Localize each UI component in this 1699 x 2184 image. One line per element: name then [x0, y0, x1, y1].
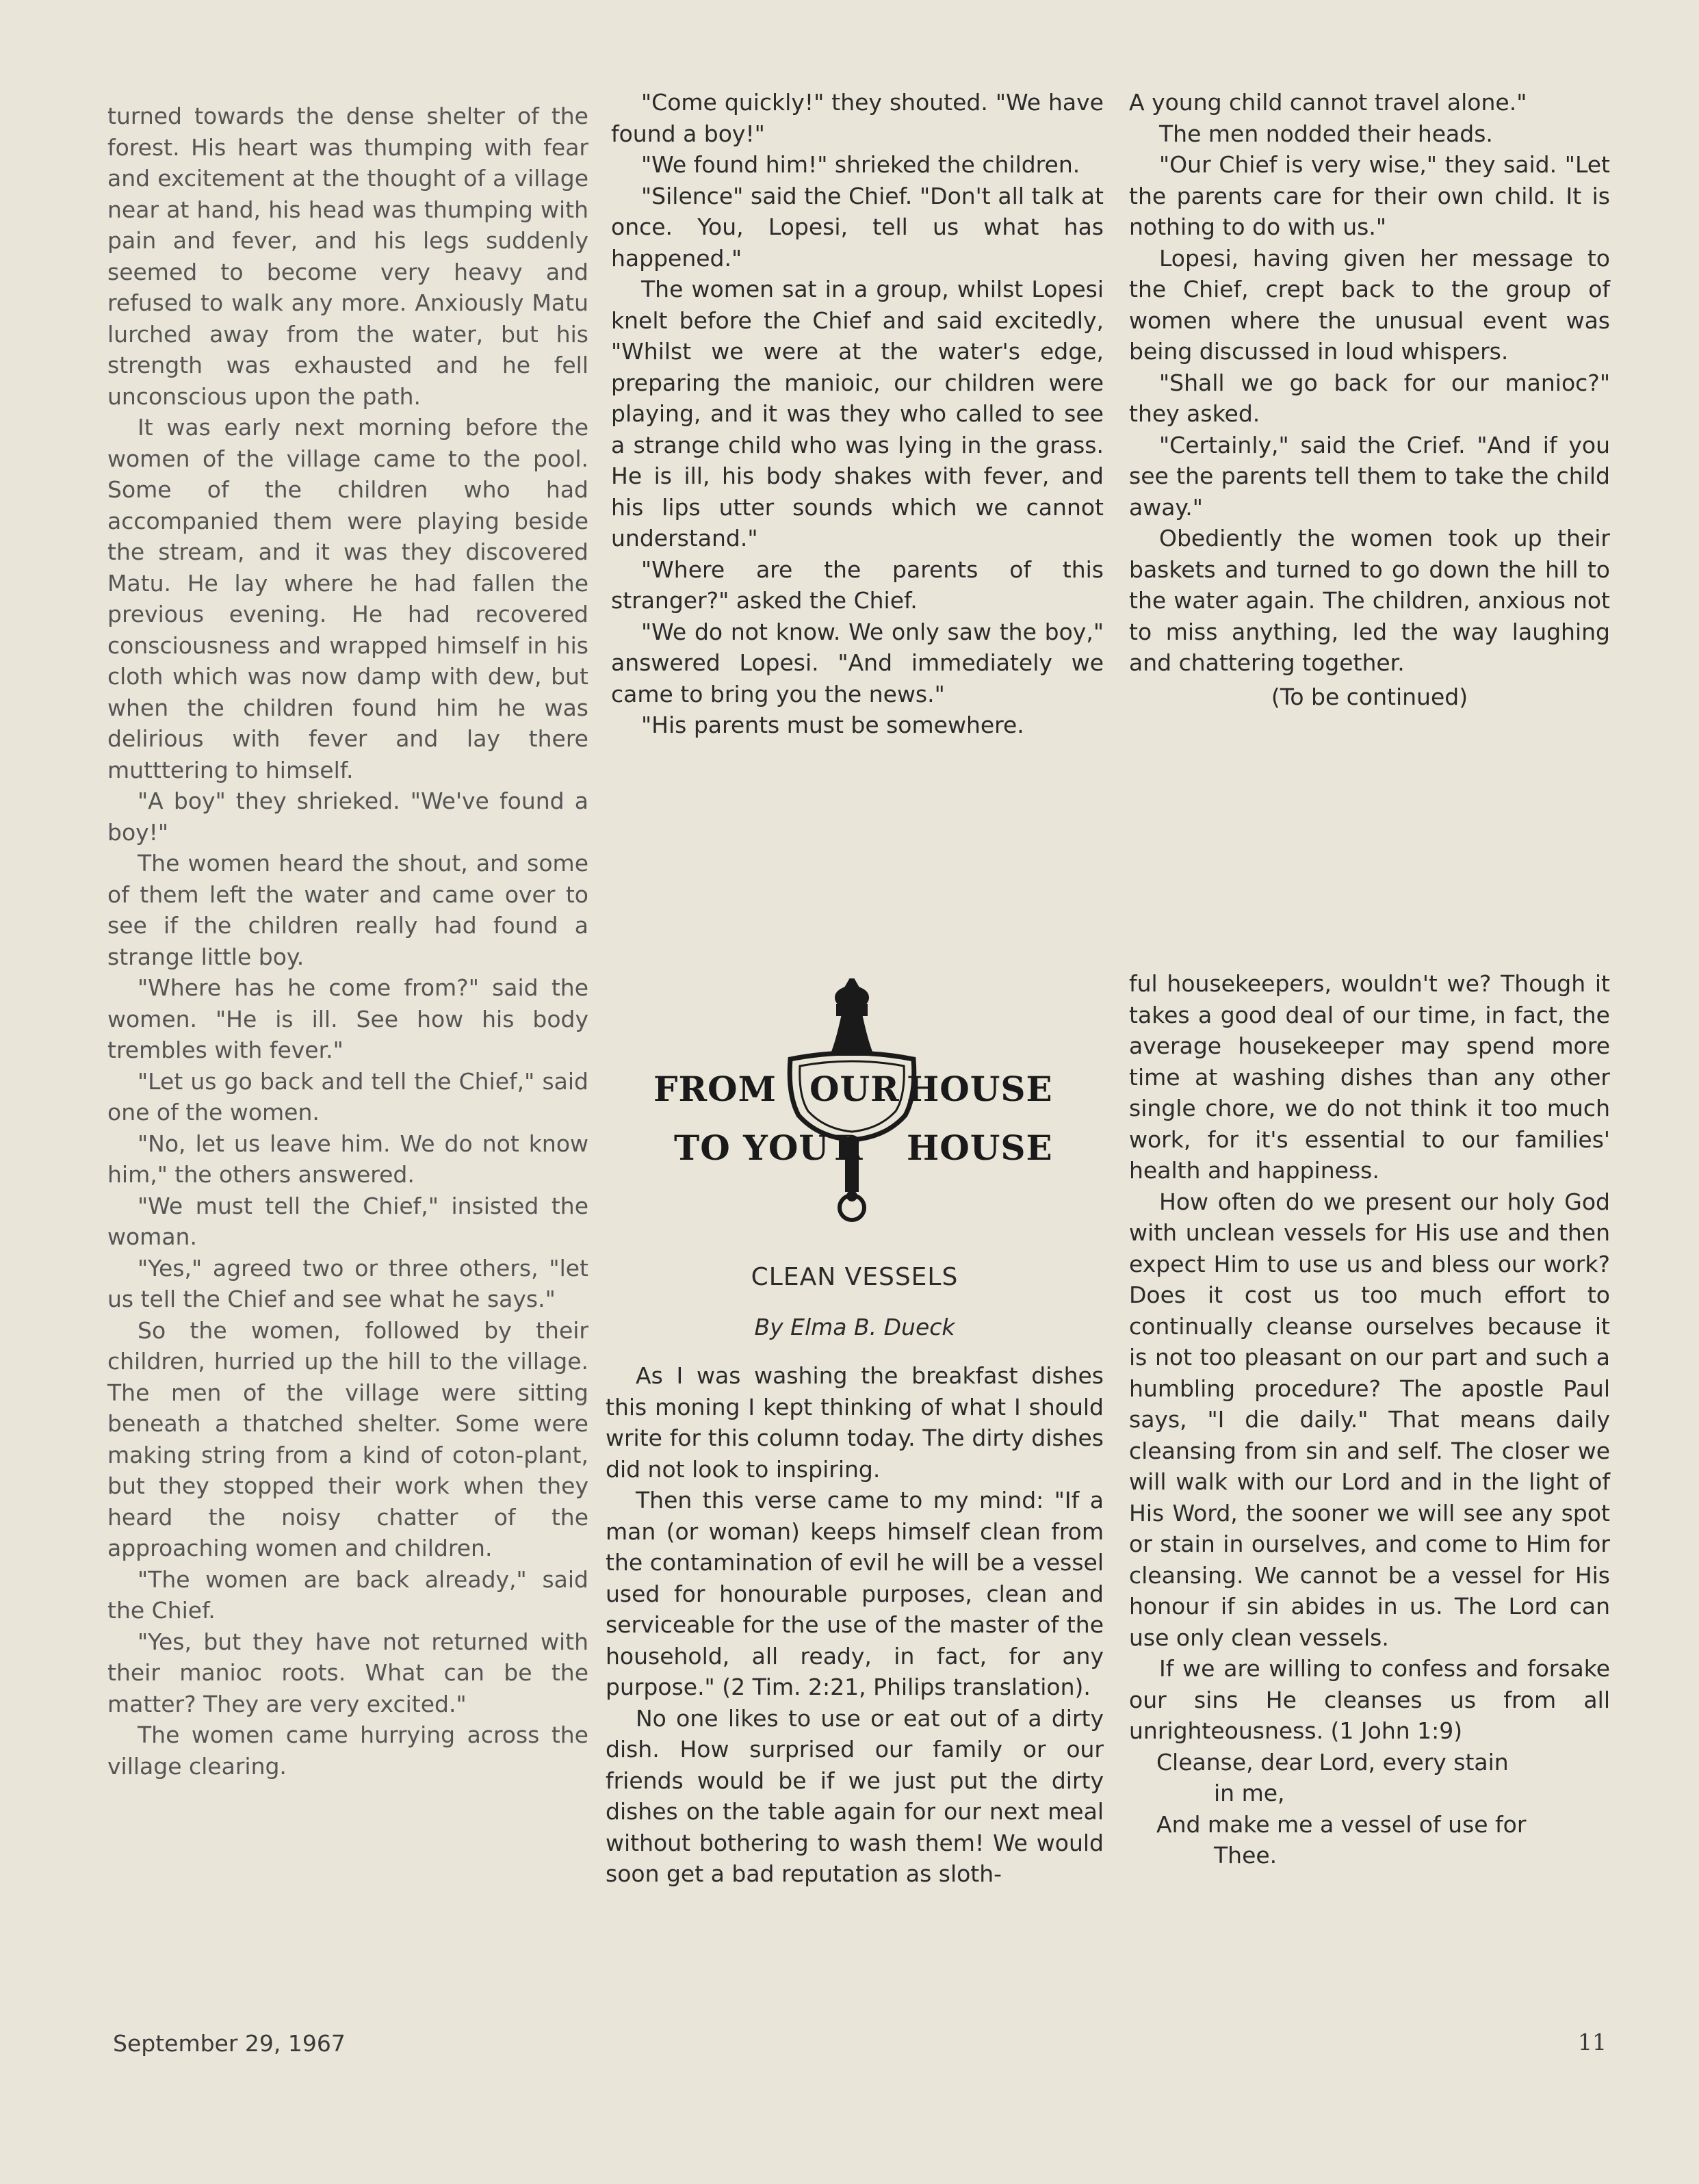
- verse-text: And make me a vessel of use for: [1156, 1810, 1527, 1838]
- story-column-1: [107, 101, 588, 1782]
- paragraph: "Where are the parents of this stranger?" asked the Chief.: [611, 556, 1104, 614]
- story-column-2: [611, 87, 1104, 741]
- article-title: CLEAN VESSELS: [751, 1263, 959, 1291]
- paragraph: So the women, followed by their children, hurried up the hill to the village. The men of the village were sitting beneath a thatched shelter. Some were making string from a kind of coton-plant, but they stopped their work when they heard the noisy chatter of the approaching women and children.: [107, 1316, 588, 1561]
- page-number: 11: [1578, 2029, 1607, 2055]
- paragraph: "We found him!" shrieked the children.: [641, 151, 1080, 178]
- paragraph: Lopesi, having given her message to the Chief, crept back to the group of women where the unusual event was being discussed in loud whispers.: [1129, 244, 1610, 365]
- paragraph: "Where has he come from?" said the women. "He is ill. See how his body trembles with fever.": [107, 974, 588, 1063]
- verse-text: in me,: [1214, 1780, 1285, 1806]
- paragraph: ful housekeepers, wouldn't we? Though it takes a good deal of our time, in fact, the average housekeeper may spend more time at washing dishes than any other single chore, we do not think it too much work, for it's essential to our families' health and happiness.: [1129, 970, 1610, 1184]
- paragraph: If we are willing to confess and forsake our sins He cleanses us from all unrighteousness. (1 John 1:9): [1129, 1655, 1610, 1744]
- logo-word: TO YOU: [674, 1128, 830, 1168]
- paragraph: "Silence" said the Chief. "Don't all talk at once. You, Lopesi, tell us what has happened.": [611, 182, 1104, 272]
- paragraph: "Come quickly!" they shouted. "We have found a boy!": [611, 89, 1104, 147]
- logo-word: OUR: [809, 1069, 900, 1109]
- paragraph: "No, let us leave him. We do not know him," the others answered.: [107, 1130, 588, 1188]
- verse-text: Cleanse, dear Lord, every stain: [1156, 1748, 1509, 1776]
- paragraph: The women sat in a group, whilst Lopesi knelt before the Chief and said excitedly, "Whilst we were at the water's edge, preparing the manioic, our children were playing, and it was they who called to see a strange child who was lying in the grass. He is ill, his body shakes with fever, and his lips utter sounds which we cannot understand.": [611, 276, 1104, 551]
- paragraph: The women heard the shout, and some of them left the water and came over to see if the children really had found a strange little boy.: [107, 850, 588, 970]
- paragraph: Obediently the women took up their baskets and turned to go down the hill to the water again. The children, anxious not to miss anything, led the way laughing and chattering together.: [1129, 525, 1610, 676]
- paragraph: "Our Chief is very wise," they said. "Let the parents care for their own child. It is nothing to do with us.": [1129, 151, 1610, 240]
- paragraph: "A boy" they shrieked. "We've found a boy!": [107, 788, 588, 846]
- paragraph: The women came hurrying across the village clearing.: [107, 1721, 588, 1780]
- paragraph: How often do we present our holy God with unclean vessels for His use and then expect Him to use us and bless our work? Does it cost us too much effort to continually cleanse ourselves because it is not too pleasant on our part and such a humbling procedure? The apostle Paul says, "I die daily." That means daily cleansing from sin and self. The closer we will walk with our Lord and in the light of His Word, the sooner we will see any spot or stain in ourselves, and come to Him for cleansing. We cannot be a vessel for His honour if sin abides in us. The Lord can use only clean vessels.: [1129, 1188, 1610, 1651]
- issue-date: September 29, 1967: [113, 2030, 346, 2057]
- paragraph: "Certainly," said the Crief. "And if you see the parents tell them to take the child away.": [1129, 431, 1610, 521]
- paragraph: "Yes, but they have not returned with their manioc roots. What can be the matter? They are very excited.": [107, 1628, 588, 1717]
- logo-word: HOUSE: [907, 1069, 1053, 1109]
- paragraph: It was early next morning before the women of the village came to the pool. Some of the children who had accompanied them were playing beside the stream, and it was they discovered Matu. He lay where he had fallen the previous evening. He had recovered consciousness and wrapped himself in his cloth which was now damp with dew, but when the children found him he was delirious with fever and lay there mutttering to himself.: [107, 414, 588, 783]
- story-column-3: [1129, 87, 1610, 712]
- logo-word: HOUSE: [907, 1128, 1053, 1168]
- to-be-continued: (To be continued): [1271, 683, 1468, 710]
- paragraph: "His parents must be somewhere.: [641, 712, 1024, 738]
- paragraph: "Let us go back and tell the Chief," said one of the women.: [107, 1067, 588, 1126]
- logo-word: FROM: [653, 1069, 777, 1109]
- verse-line: [1129, 1747, 1610, 1809]
- paragraph: The men nodded their heads.: [1159, 120, 1493, 147]
- paragraph: Then this verse came to my mind: "If a man (or woman) keeps himself clean from the contamination of evil he will be a vessel used for honourable purposes, clean and serviceable for the use of the master of the household, all ready, in fact, for any purpose." (2 Tim. 2:21, Philips translation).: [606, 1487, 1104, 1700]
- paragraph: "We must tell the Chief," insisted the woman.: [107, 1192, 588, 1250]
- paragraph: As I was washing the breakfast dishes this moning I kept thinking of what I should write for this column today. The dirty dishes did not look to inspiring.: [606, 1362, 1104, 1483]
- article-column-right: [1129, 968, 1610, 1871]
- paragraph: "The women are back already," said the Chief.: [107, 1565, 588, 1624]
- paragraph: "Yes," agreed two or three others, "let us tell the Chief and see what he says.": [107, 1254, 588, 1312]
- paragraph: No one likes to use or eat out of a dirty dish. How surprised our family or our friends would be if we just put the dirty dishes on the table again for our next meal without bothering to wash them! We would soon get a bad reputation as sloth-: [606, 1704, 1104, 1887]
- article-column-left: [606, 1360, 1104, 1890]
- logo-word: R: [834, 1128, 864, 1168]
- paragraph: turned towards the dense shelter of the forest. His heart was thumping with fear and excitement at the thought of a village near at hand, his head was thumping with pain and fever, and his legs suddenly seemed to become very heavy and refused to walk any more. Anxiously Matu lurched away from the water, but his strength was exhausted and he fell unconscious upon the path.: [107, 103, 588, 410]
- paragraph: "We do not know. We only saw the boy," answered Lopesi. "And immediately we came to bring you the news.": [611, 618, 1104, 707]
- verse-line: [1129, 1809, 1610, 1871]
- verse-text: Thee.: [1214, 1842, 1278, 1869]
- column-logo: [653, 978, 1053, 1238]
- article-byline: By Elma B. Dueck: [754, 1314, 955, 1340]
- paragraph: "Shall we go back for our manioc?" they asked.: [1129, 369, 1610, 427]
- paragraph: A young child cannot travel alone.": [1129, 89, 1527, 116]
